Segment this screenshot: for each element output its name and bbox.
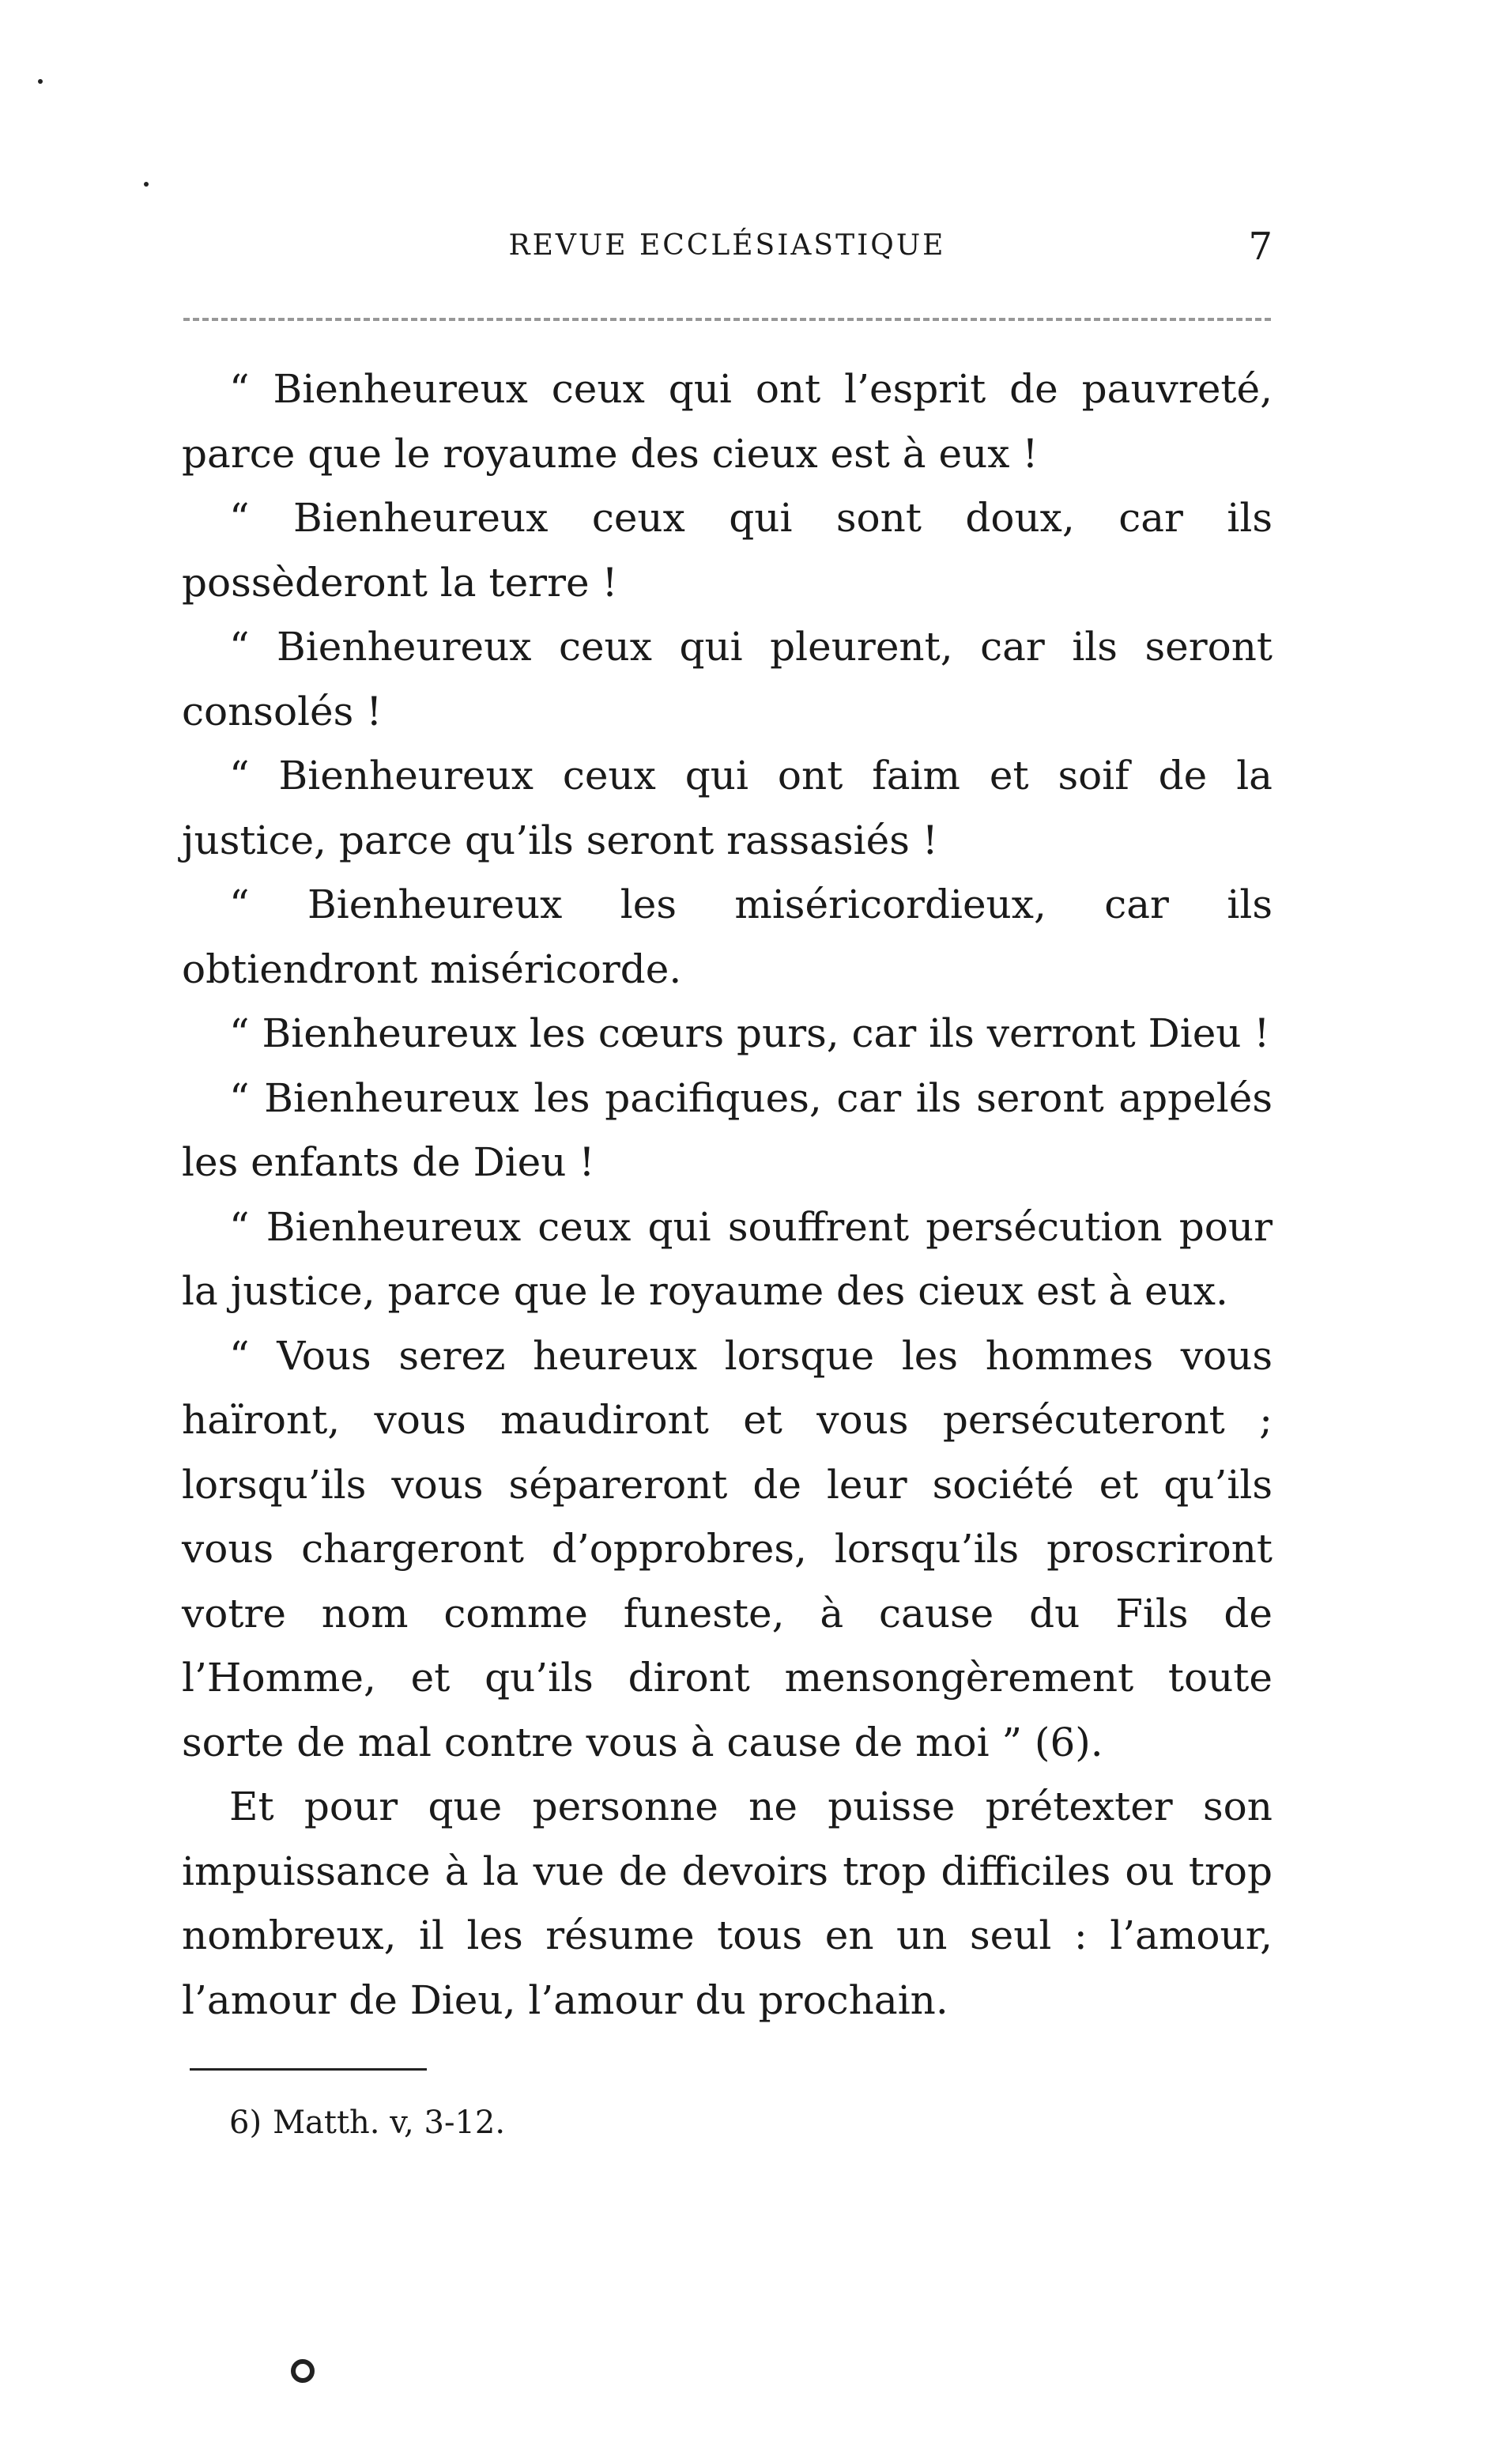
page-number: 7 — [1248, 225, 1273, 269]
scan-speck — [144, 182, 149, 187]
paragraph: Et pour que personne ne puisse prétexter son impuissance à la vue de devoirs trop difficiles ou trop nombreux, il les résume tous en un seul : l’amour, l’amour de Dieu, l’amour du prochain. — [182, 1784, 1273, 2023]
header-rule — [183, 318, 1271, 321]
paragraph: “ Vous serez heureux lorsque les hommes vous haïront, vous maudiront et vous persécuteront ; lorsqu’ils vous sépareront de leur société et qu’ils vous chargeront d’opprobres, lorsqu’ils proscriront votre nom comme funeste, à cause du Fils de l’Homme, et qu’ils diront mensongèrement toute sorte de mal contre vous à cause de moi ” (6). — [182, 1332, 1273, 1765]
footnote-rule — [190, 2068, 427, 2071]
paragraph: “ Bienheureux ceux qui ont l’esprit de pauvreté, parce que le royaume des cieux est à eux ! — [182, 366, 1273, 477]
scan-speck — [38, 79, 43, 84]
footnote-number: 6) — [229, 2105, 262, 2141]
body-text — [182, 357, 1273, 2033]
paragraph: “ Bienheureux les pacifiques, car ils seront appelés les enfants de Dieu ! — [182, 1074, 1273, 1185]
paragraph: “ Bienheureux ceux qui sont doux, car ils possèderont la terre ! — [182, 495, 1273, 606]
running-title: REVUE ECCLÉSIASTIQUE — [508, 229, 946, 262]
paragraph: “ Bienheureux ceux qui ont faim et soif de la justice, parce qu’ils seront rassasiés ! — [182, 753, 1273, 863]
paragraph: “ Bienheureux ceux qui souffrent persécution pour la justice, parce que le royaume des cieux est à eux. — [182, 1203, 1273, 1314]
paragraph: “ Bienheureux les cœurs purs, car ils verront Dieu ! — [229, 1010, 1270, 1056]
footnote-text: Matth. v, 3-12. — [273, 2105, 506, 2141]
paragraph: “ Bienheureux ceux qui pleurent, car ils seront consolés ! — [182, 624, 1273, 734]
footnote — [229, 2105, 505, 2141]
printer-mark — [291, 2359, 315, 2383]
paragraph: “ Bienheureux les miséricordieux, car ils obtiendront miséricorde. — [182, 882, 1273, 992]
page-header — [182, 225, 1273, 277]
